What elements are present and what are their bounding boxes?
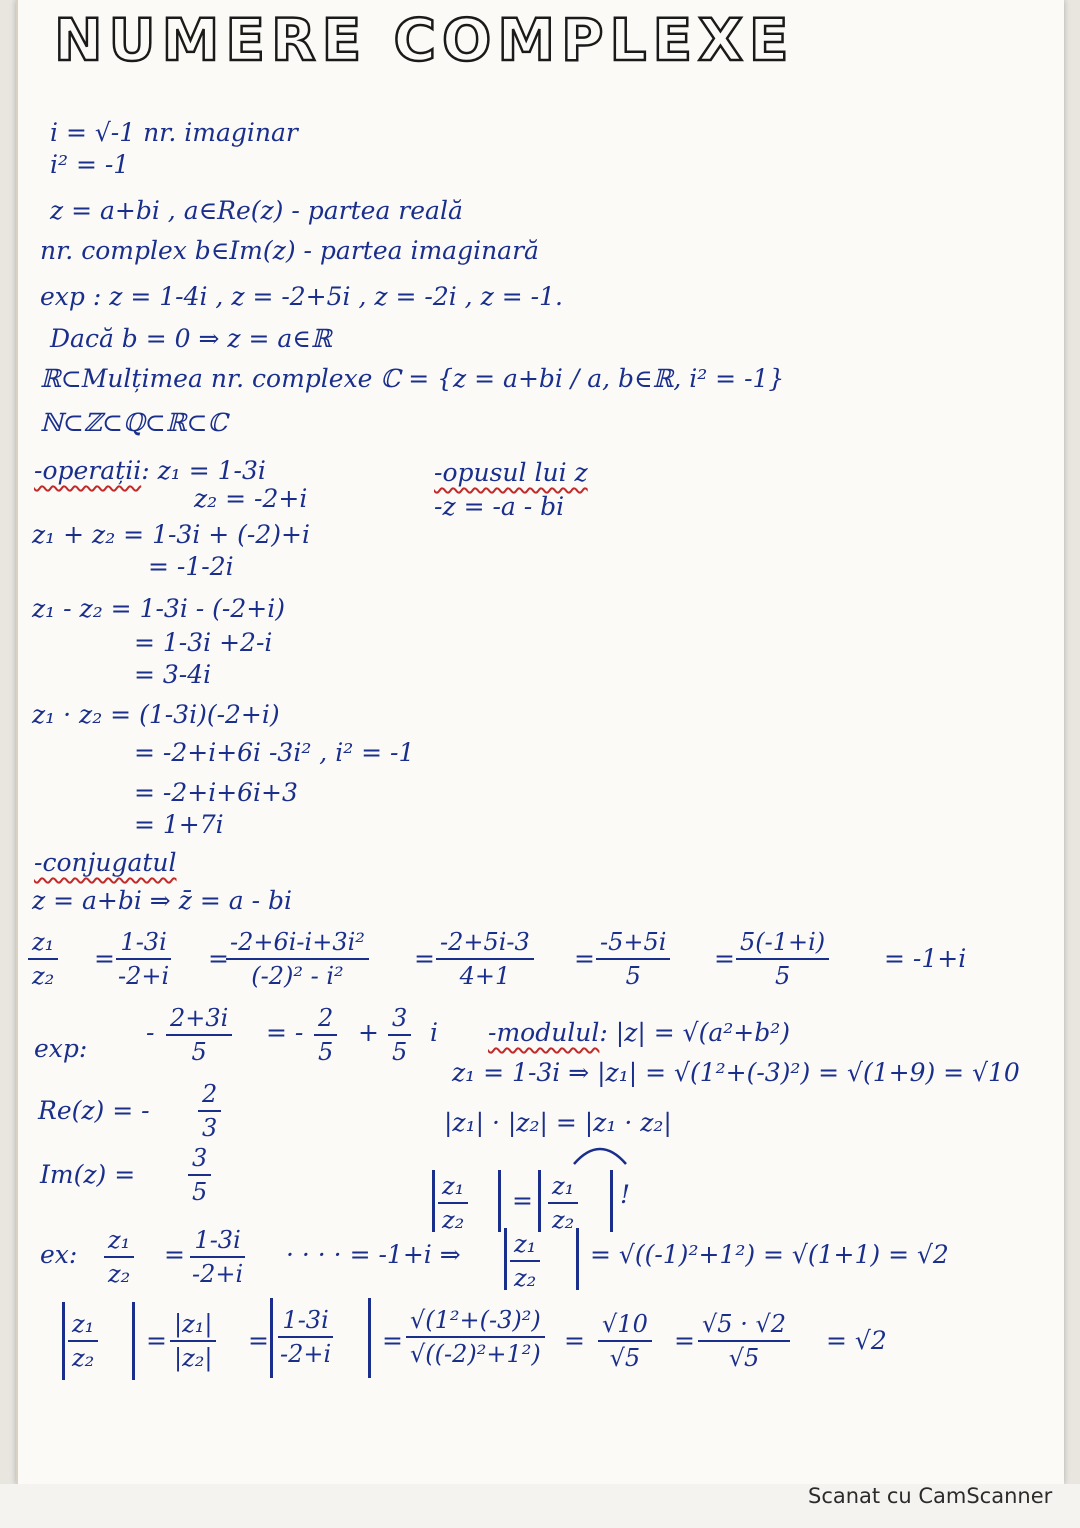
modulus-header [488, 1018, 790, 1047]
example-im-frac-num: 3 [388, 1004, 411, 1036]
example-eq: = - [266, 1018, 304, 1047]
re-label: Re(z) = - [38, 1096, 150, 1125]
def-line-3: z = a+bi , a∈Re(z) - partea reală [50, 196, 463, 225]
re-frac-den: 3 [202, 1114, 218, 1142]
def-line-4: nr. complex b∈Im(z) - partea imaginară [40, 236, 539, 265]
conj-frac-quotient-den: z₂ [32, 962, 55, 990]
im-frac [188, 1144, 211, 1206]
example-frac-num: 2+3i [166, 1004, 232, 1036]
ex-eq: = [164, 1240, 185, 1269]
modulus-def: : |z| = √(a²+b²) [599, 1018, 790, 1047]
last-frac-f-den: √5 [728, 1344, 760, 1372]
rule-right-num: z₁ [548, 1172, 578, 1204]
last-frac-e-num: √10 [598, 1310, 652, 1342]
conj-eq-4: = [574, 944, 595, 973]
abs-bar [368, 1298, 371, 1378]
notebook-page [16, 0, 1064, 1484]
last-frac-c [276, 1306, 335, 1368]
abs-bar [538, 1170, 541, 1232]
def-line-8: ℕ⊂ℤ⊂ℚ⊂ℝ⊂ℂ [40, 408, 228, 437]
im-frac-num: 3 [188, 1144, 211, 1176]
last-eq-4: = [564, 1326, 585, 1355]
conj-frac-4-den: 5 [625, 962, 641, 990]
prod-line-3: = -2+i+6i+3 [134, 778, 298, 807]
conj-frac-5-num: 5(-1+i) [736, 928, 829, 960]
last-frac-b-num: |z₁| [170, 1310, 216, 1342]
conj-result: = -1+i [884, 944, 967, 973]
last-frac-d-den: √((-2)²+1²) [410, 1340, 541, 1368]
last-frac-a-num: z₁ [68, 1310, 98, 1342]
conj-eq-2: = [208, 944, 229, 973]
conjugate-body: z = a+bi ⇒ z̄ = a - bi [32, 886, 292, 915]
sum-line-2: = -1-2i [148, 552, 234, 581]
conj-frac-2-den: (-2)² - i² [251, 962, 344, 990]
modulus-line-2: |z₁| · |z₂| = |z₁ · z₂| [444, 1108, 672, 1137]
diff-line-2: = 1-3i +2-i [134, 628, 273, 657]
last-result: = √2 [826, 1326, 887, 1355]
last-frac-b [170, 1310, 216, 1372]
rule-right-den: z₂ [552, 1206, 575, 1234]
re-frac [198, 1080, 221, 1142]
last-eq-5: = [674, 1326, 695, 1355]
conj-frac-3 [436, 928, 534, 990]
def-line-2: i² = -1 [50, 150, 130, 179]
prod-line-4: = 1+7i [134, 810, 224, 839]
opposite-header [434, 458, 588, 487]
last-frac-e-den: √5 [609, 1344, 641, 1372]
last-frac-a-den: z₂ [72, 1344, 95, 1372]
conj-frac-5-den: 5 [774, 962, 791, 990]
ex-quotient-frac [104, 1226, 134, 1288]
diff-line-1: z₁ - z₂ = 1-3i - (-2+i) [32, 594, 285, 623]
ex-frac [188, 1226, 247, 1288]
ex-abs-num: z₁ [510, 1230, 540, 1262]
abs-bar [610, 1170, 613, 1232]
conj-eq-3: = [414, 944, 435, 973]
scanner-watermark: Scanat cu CamScanner [808, 1484, 1053, 1508]
conj-frac-2-num: -2+6i-i+3i² [226, 928, 369, 960]
ex-frac-den: -2+i [192, 1260, 244, 1288]
opposite-body: -z = -a - bi [434, 492, 565, 521]
def-line-1: i = √-1 nr. imaginar [50, 118, 298, 147]
z1-def: : z₁ = 1-3i [141, 456, 266, 485]
example-minus: - [146, 1018, 155, 1047]
rule-left-frac [438, 1172, 468, 1234]
page-title: NUMERE COMPLEXE [54, 6, 795, 74]
example-frac-den: 5 [191, 1038, 207, 1066]
conj-frac-4-num: -5+5i [596, 928, 670, 960]
conj-frac-quotient-num: z₁ [28, 928, 58, 960]
abs-bar [576, 1228, 579, 1290]
ex-abs-den: z₂ [514, 1264, 537, 1292]
abs-bar [432, 1170, 435, 1232]
ex-quotient-num: z₁ [104, 1226, 134, 1258]
def-line-7: ℝ⊂Mulțimea nr. complexe ℂ = {z = a+bi / a, b∈ℝ, i² = -1} [40, 364, 785, 393]
last-frac-d [406, 1306, 545, 1368]
im-label: Im(z) = [40, 1160, 136, 1189]
z2-def: z₂ = -2+i [194, 484, 308, 513]
conjugate-title: -conjugatul [34, 848, 177, 877]
last-frac-b-den: |z₂| [174, 1344, 213, 1372]
last-eq-2: = [248, 1326, 269, 1355]
opposite-title: -opusul lui z [434, 458, 588, 487]
rule-left-den: z₂ [442, 1206, 465, 1234]
example-re-frac-num: 2 [314, 1004, 337, 1036]
abs-bar [132, 1302, 135, 1380]
ex-abs-frac [510, 1230, 540, 1292]
last-frac-e [598, 1310, 652, 1372]
prod-line-2: = -2+i+6i -3i² , i² = -1 [134, 738, 415, 767]
def-line-5: exp : z = 1-4i , z = -2+5i , z = -2i , z = -1. [40, 282, 563, 311]
conj-frac-1 [114, 928, 173, 990]
sum-line-1: z₁ + z₂ = 1-3i + (-2)+i [32, 520, 310, 549]
last-frac-f [698, 1310, 790, 1372]
ex-mid: · · · · = -1+i ⇒ [286, 1240, 461, 1269]
def-line-6: Dacă b = 0 ⇒ z = a∈ℝ [50, 324, 332, 353]
example-re-frac [314, 1004, 337, 1066]
example-re-frac-den: 5 [318, 1038, 334, 1066]
conj-frac-3-den: 4+1 [459, 962, 511, 990]
example-i: i [430, 1018, 438, 1047]
ex-quotient-den: z₂ [108, 1260, 131, 1288]
conjugate-header [34, 848, 177, 877]
conj-eq-5: = [714, 944, 735, 973]
ex-label: ex: [40, 1240, 78, 1269]
conj-frac-1-den: -2+i [118, 962, 170, 990]
example-im-frac-den: 5 [392, 1038, 408, 1066]
conj-frac-3-num: -2+5i-3 [436, 928, 534, 960]
example-frac [166, 1004, 232, 1066]
modulus-line-1: z₁ = 1-3i ⇒ |z₁| = √(1²+(-3)²) = √(1+9) = √10 [452, 1058, 1020, 1087]
conj-eq-1: = [94, 944, 115, 973]
im-frac-den: 5 [192, 1178, 208, 1206]
conj-frac-2 [226, 928, 369, 990]
example-label: exp: [34, 1034, 88, 1063]
ex-tail: = √((-1)²+1²) = √(1+1) = √2 [590, 1240, 949, 1269]
conj-frac-quotient [28, 928, 58, 990]
conj-frac-1-num: 1-3i [116, 928, 170, 960]
diff-line-3: = 3-4i [134, 660, 212, 689]
rule-left-num: z₁ [438, 1172, 468, 1204]
example-plus: + [358, 1018, 379, 1047]
prod-line-1: z₁ · z₂ = (1-3i)(-2+i) [32, 700, 280, 729]
last-frac-c-num: 1-3i [278, 1306, 332, 1338]
last-frac-d-num: √(1²+(-3)²) [406, 1306, 545, 1338]
last-eq-1: = [146, 1326, 167, 1355]
abs-bar [498, 1170, 501, 1232]
rule-right-frac [548, 1172, 578, 1234]
operations-title: -operații [34, 456, 142, 485]
conj-frac-4 [596, 928, 670, 990]
modulus-title: -modulul [488, 1018, 600, 1047]
last-frac-f-num: √5 · √2 [698, 1310, 790, 1342]
arrow-arc-icon [570, 1140, 630, 1166]
rule-bang: ! [620, 1180, 631, 1209]
abs-bar [504, 1228, 507, 1290]
conj-frac-5 [736, 928, 829, 990]
last-frac-c-den: -2+i [280, 1340, 332, 1368]
ex-frac-num: 1-3i [190, 1226, 244, 1258]
example-im-frac [388, 1004, 411, 1066]
last-eq-3: = [382, 1326, 403, 1355]
re-frac-num: 2 [198, 1080, 221, 1112]
abs-bar [62, 1302, 65, 1380]
operations-header [34, 456, 266, 485]
rule-eq: = [512, 1186, 533, 1215]
last-frac-a [68, 1310, 98, 1372]
abs-bar [270, 1298, 273, 1378]
